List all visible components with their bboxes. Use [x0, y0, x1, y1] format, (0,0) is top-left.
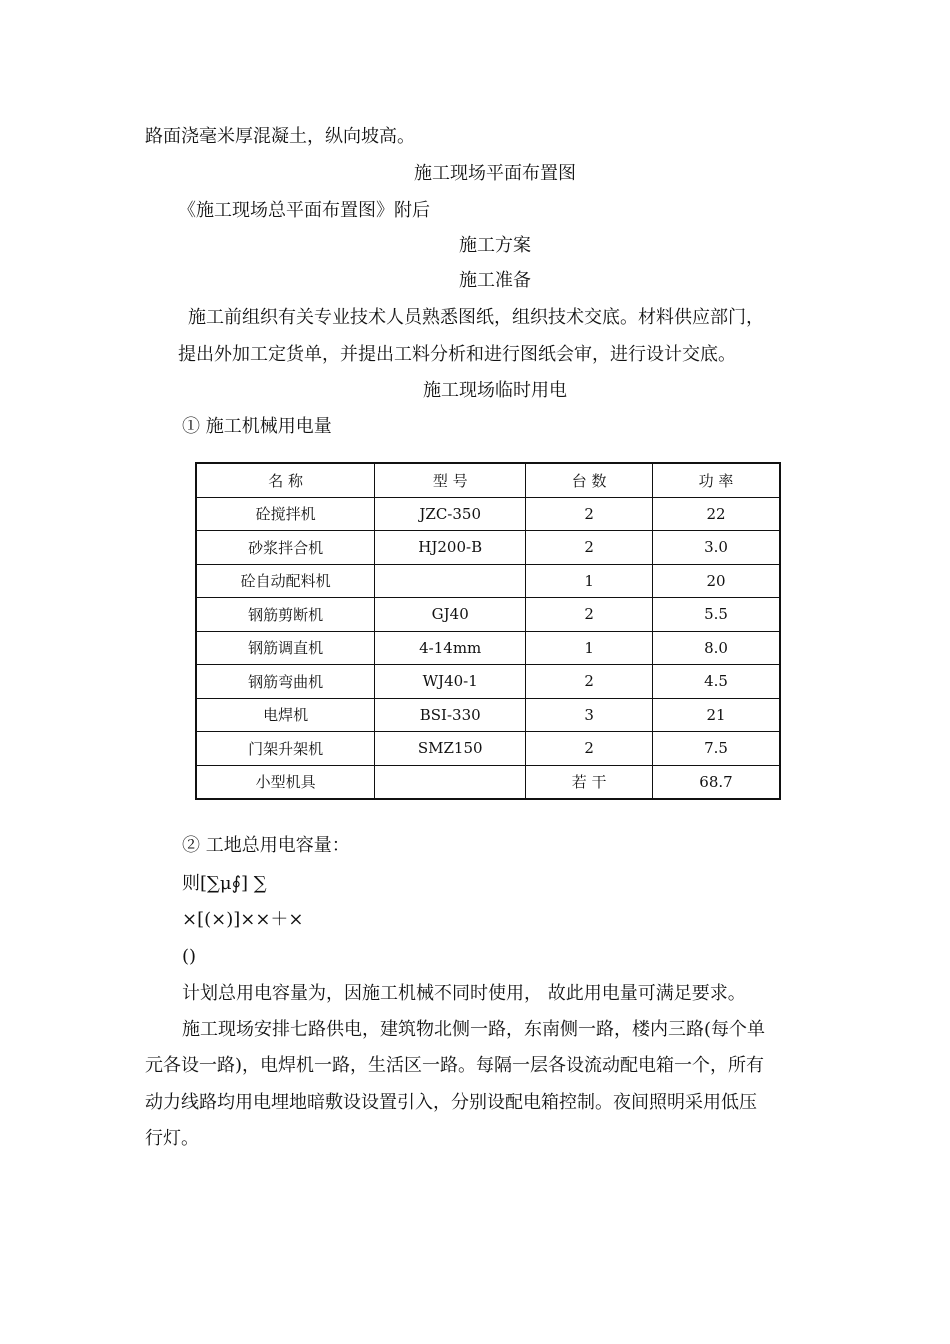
table-header-row	[196, 463, 780, 497]
cell-power: 5.5	[653, 598, 781, 632]
cell-model: BSI-330	[375, 698, 526, 732]
cell-name: 小型机具	[196, 765, 375, 799]
heading-site-layout: 施工现场平面布置图	[414, 163, 576, 184]
cell-name: 钢筋剪断机	[196, 598, 375, 632]
paragraph-prep-line2: 提出外加工定货单，并提出工料分析和进行图纸会审，进行设计交底。	[178, 344, 736, 365]
table-row	[196, 698, 780, 732]
paragraph-total-capacity: 计划总用电容量为，因施工机械不同时使用， 故此用电量可满足要求。	[182, 983, 746, 1004]
cell-quantity: 2	[526, 531, 653, 565]
paragraph-prep-line1: 施工前组织有关专业技术人员熟悉图纸，组织技术交底。材料供应部门，	[188, 307, 764, 328]
cell-quantity: 2	[526, 598, 653, 632]
header-quantity: 台 数	[526, 463, 653, 497]
list-item-machine-power: ① 施工机械用电量	[182, 416, 332, 437]
cell-name: 钢筋弯曲机	[196, 665, 375, 699]
cell-quantity: 2	[526, 497, 653, 531]
cell-name: 砼搅拌机	[196, 497, 375, 531]
cell-power: 3.0	[653, 531, 781, 565]
header-power: 功 率	[653, 463, 781, 497]
header-model: 型 号	[375, 463, 526, 497]
heading-temp-power: 施工现场临时用电	[423, 380, 567, 401]
paragraph-power-supply-line2: 元各设一路)，电焊机一路，生活区一路。每隔一层各设流动配电箱一个，所有	[145, 1055, 765, 1076]
cell-power: 4.5	[653, 665, 781, 699]
cell-model: GJ40	[375, 598, 526, 632]
table-row	[196, 765, 780, 799]
formula-line3: ()	[182, 946, 197, 967]
paragraph-power-supply-line1: 施工现场安排七路供电，建筑物北侧一路，东南侧一路，楼内三路(每个单	[182, 1019, 766, 1040]
table-row	[196, 631, 780, 665]
cell-name: 电焊机	[196, 698, 375, 732]
equipment-power-table	[195, 462, 781, 800]
cell-model: 4-14mm	[375, 631, 526, 665]
paragraph-layout-attached: 《施工现场总平面布置图》附后	[178, 200, 430, 221]
cell-model: JZC-350	[375, 497, 526, 531]
cell-power: 22	[653, 497, 781, 531]
paragraph-road: 路面浇毫米厚混凝土，纵向坡高。	[145, 126, 415, 147]
table-row	[196, 531, 780, 565]
heading-preparation: 施工准备	[459, 270, 531, 291]
paragraph-power-supply-line3: 动力线路均用电埋地暗敷设设置引入，分别设配电箱控制。夜间照明采用低压	[145, 1092, 757, 1113]
header-name: 名 称	[196, 463, 375, 497]
formula-line1: 则[∑μ∮] ∑	[182, 873, 267, 894]
cell-name: 砼自动配料机	[196, 564, 375, 598]
cell-name: 钢筋调直机	[196, 631, 375, 665]
cell-model	[375, 564, 526, 598]
list-item-total-capacity: ② 工地总用电容量：	[182, 835, 350, 856]
table-row	[196, 732, 780, 766]
table-row	[196, 665, 780, 699]
cell-power: 20	[653, 564, 781, 598]
cell-quantity: 3	[526, 698, 653, 732]
cell-power: 8.0	[653, 631, 781, 665]
cell-quantity: 2	[526, 732, 653, 766]
cell-model	[375, 765, 526, 799]
cell-name: 门架升架机	[196, 732, 375, 766]
table-row	[196, 598, 780, 632]
cell-quantity: 1	[526, 564, 653, 598]
formula-line2: ×[(×)]××＋×	[182, 909, 304, 930]
heading-construction-plan: 施工方案	[459, 235, 531, 256]
table-row	[196, 564, 780, 598]
cell-model: SMZ150	[375, 732, 526, 766]
cell-quantity: 2	[526, 665, 653, 699]
cell-power: 7.5	[653, 732, 781, 766]
cell-model: WJ40-1	[375, 665, 526, 699]
cell-quantity: 1	[526, 631, 653, 665]
cell-quantity: 若 干	[526, 765, 653, 799]
paragraph-power-supply-line4: 行灯。	[145, 1128, 199, 1149]
cell-name: 砂浆拌合机	[196, 531, 375, 565]
cell-model: HJ200-B	[375, 531, 526, 565]
table-row	[196, 497, 780, 531]
cell-power: 21	[653, 698, 781, 732]
cell-power: 68.7	[653, 765, 781, 799]
